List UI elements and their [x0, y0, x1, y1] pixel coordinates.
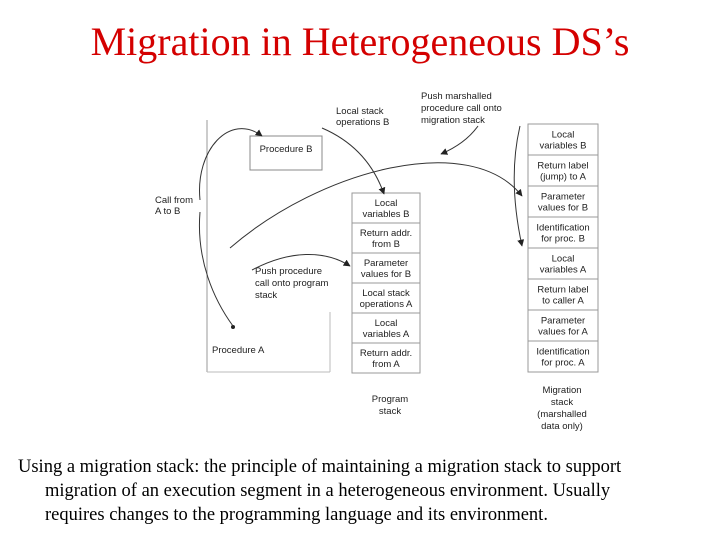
program-stack-cell-text: variables B [362, 209, 410, 220]
migration-stack-cell-text: to caller A [542, 295, 584, 307]
slide-title: Migration in Heterogeneous DS’s [90, 19, 630, 64]
migration-stack-cell [528, 217, 598, 248]
migration-stack-cell-text: Local [551, 253, 575, 265]
program-stack-cell [352, 193, 420, 223]
program-stack-cell [352, 343, 420, 373]
migration-stack-cell [528, 155, 598, 186]
migration-stack-cell-text: Return label [537, 160, 589, 172]
program-stack-cell-text: Local stack [362, 288, 410, 299]
migration-stack-cell-text: values for A [538, 326, 588, 338]
program-stack-cell-text: operations A [359, 299, 413, 310]
program-stack-cell-text: from B [372, 239, 400, 250]
caption-line-1: Using a migration stack: the principle of maintaining a migration stack to support [18, 457, 622, 477]
local-ops-b-arrow [322, 128, 384, 194]
migration-stack-cell-text: variables A [539, 264, 587, 276]
program-stack-cell [352, 253, 420, 283]
program-stack [352, 193, 420, 417]
program-stack-cell-text: Parameter [363, 258, 409, 269]
migration-stack-cell-text: Local [551, 129, 575, 141]
migration-stack-cell-text: (jump) to A [540, 171, 586, 183]
migration-stack-cell-text: values for B [537, 202, 589, 214]
program-stack-cell-text: from A [372, 359, 400, 370]
svg-text:Call from: Call from [155, 195, 194, 206]
push-marshalled-label [421, 91, 502, 126]
migration-stack-cell [528, 248, 598, 279]
migration-stack-cell [528, 124, 598, 155]
svg-text:migration stack: migration stack [421, 115, 485, 126]
migration-stack-label: Migration [542, 385, 582, 396]
program-stack-cell-text: variables A [362, 329, 410, 340]
program-stack-cell [352, 223, 420, 253]
migration-stack-cell-text: Identification [536, 222, 590, 234]
local-stack-ops-b-label [336, 106, 389, 128]
procedure-b-label: Procedure B [259, 144, 313, 155]
migration-bracket-arrow [514, 126, 522, 246]
svg-text:stack: stack [550, 397, 574, 408]
svg-text:operations B: operations B [336, 117, 390, 128]
migration-stack-cell-text: Return label [537, 284, 589, 296]
program-stack-cell-text: Local [374, 198, 398, 209]
procedure-b-box [250, 136, 322, 170]
svg-text:Push procedure: Push procedure [255, 266, 323, 277]
migration-stack-cell [528, 341, 598, 372]
caption-line-2: migration of an execution segment in a heterogeneous environment. Usually [45, 481, 611, 501]
migration-stack [528, 124, 598, 432]
svg-text:stack: stack [378, 406, 402, 417]
svg-text:call onto program: call onto program [255, 278, 329, 289]
svg-text:Push marshalled: Push marshalled [421, 91, 492, 102]
program-stack-cell-text: Local [374, 318, 398, 329]
svg-text:procedure call onto: procedure call onto [421, 103, 502, 114]
migration-stack-cell [528, 186, 598, 217]
migration-stack-cell-text: variables B [539, 140, 587, 152]
svg-text:data only): data only) [541, 421, 583, 432]
push-marshalled-arrow [441, 126, 478, 154]
svg-text:(marshalled: (marshalled [537, 409, 587, 420]
program-stack-label: Program [371, 394, 409, 405]
migration-stack-cell-text: Parameter [540, 315, 586, 327]
caption-line-3: requires changes to the programming language and its environment. [45, 505, 548, 525]
program-stack-cell-text: values for B [360, 269, 412, 280]
procedure-a-label: Procedure A [212, 345, 265, 356]
caption [18, 455, 708, 527]
migration-stack-cell-text: for proc. B [541, 233, 585, 245]
migration-stack-cell-text: for proc. A [541, 357, 585, 369]
svg-text:A to B: A to B [155, 206, 181, 217]
svg-text:stack: stack [255, 290, 278, 301]
call-label [155, 195, 193, 217]
migration-stack-cell-text: Parameter [540, 191, 586, 203]
migration-stack-cell [528, 279, 598, 310]
program-stack-cell [352, 283, 420, 313]
program-stack-cell-text: Return addr. [359, 348, 413, 359]
svg-text:Local stack: Local stack [336, 106, 384, 117]
program-stack-cell [352, 313, 420, 343]
program-stack-cell-text: Return addr. [359, 228, 413, 239]
push-procedure-label [255, 266, 328, 301]
migration-stack-cell [528, 310, 598, 341]
migration-stack-cell-text: Identification [536, 346, 590, 358]
call-arrow-down [199, 212, 233, 326]
